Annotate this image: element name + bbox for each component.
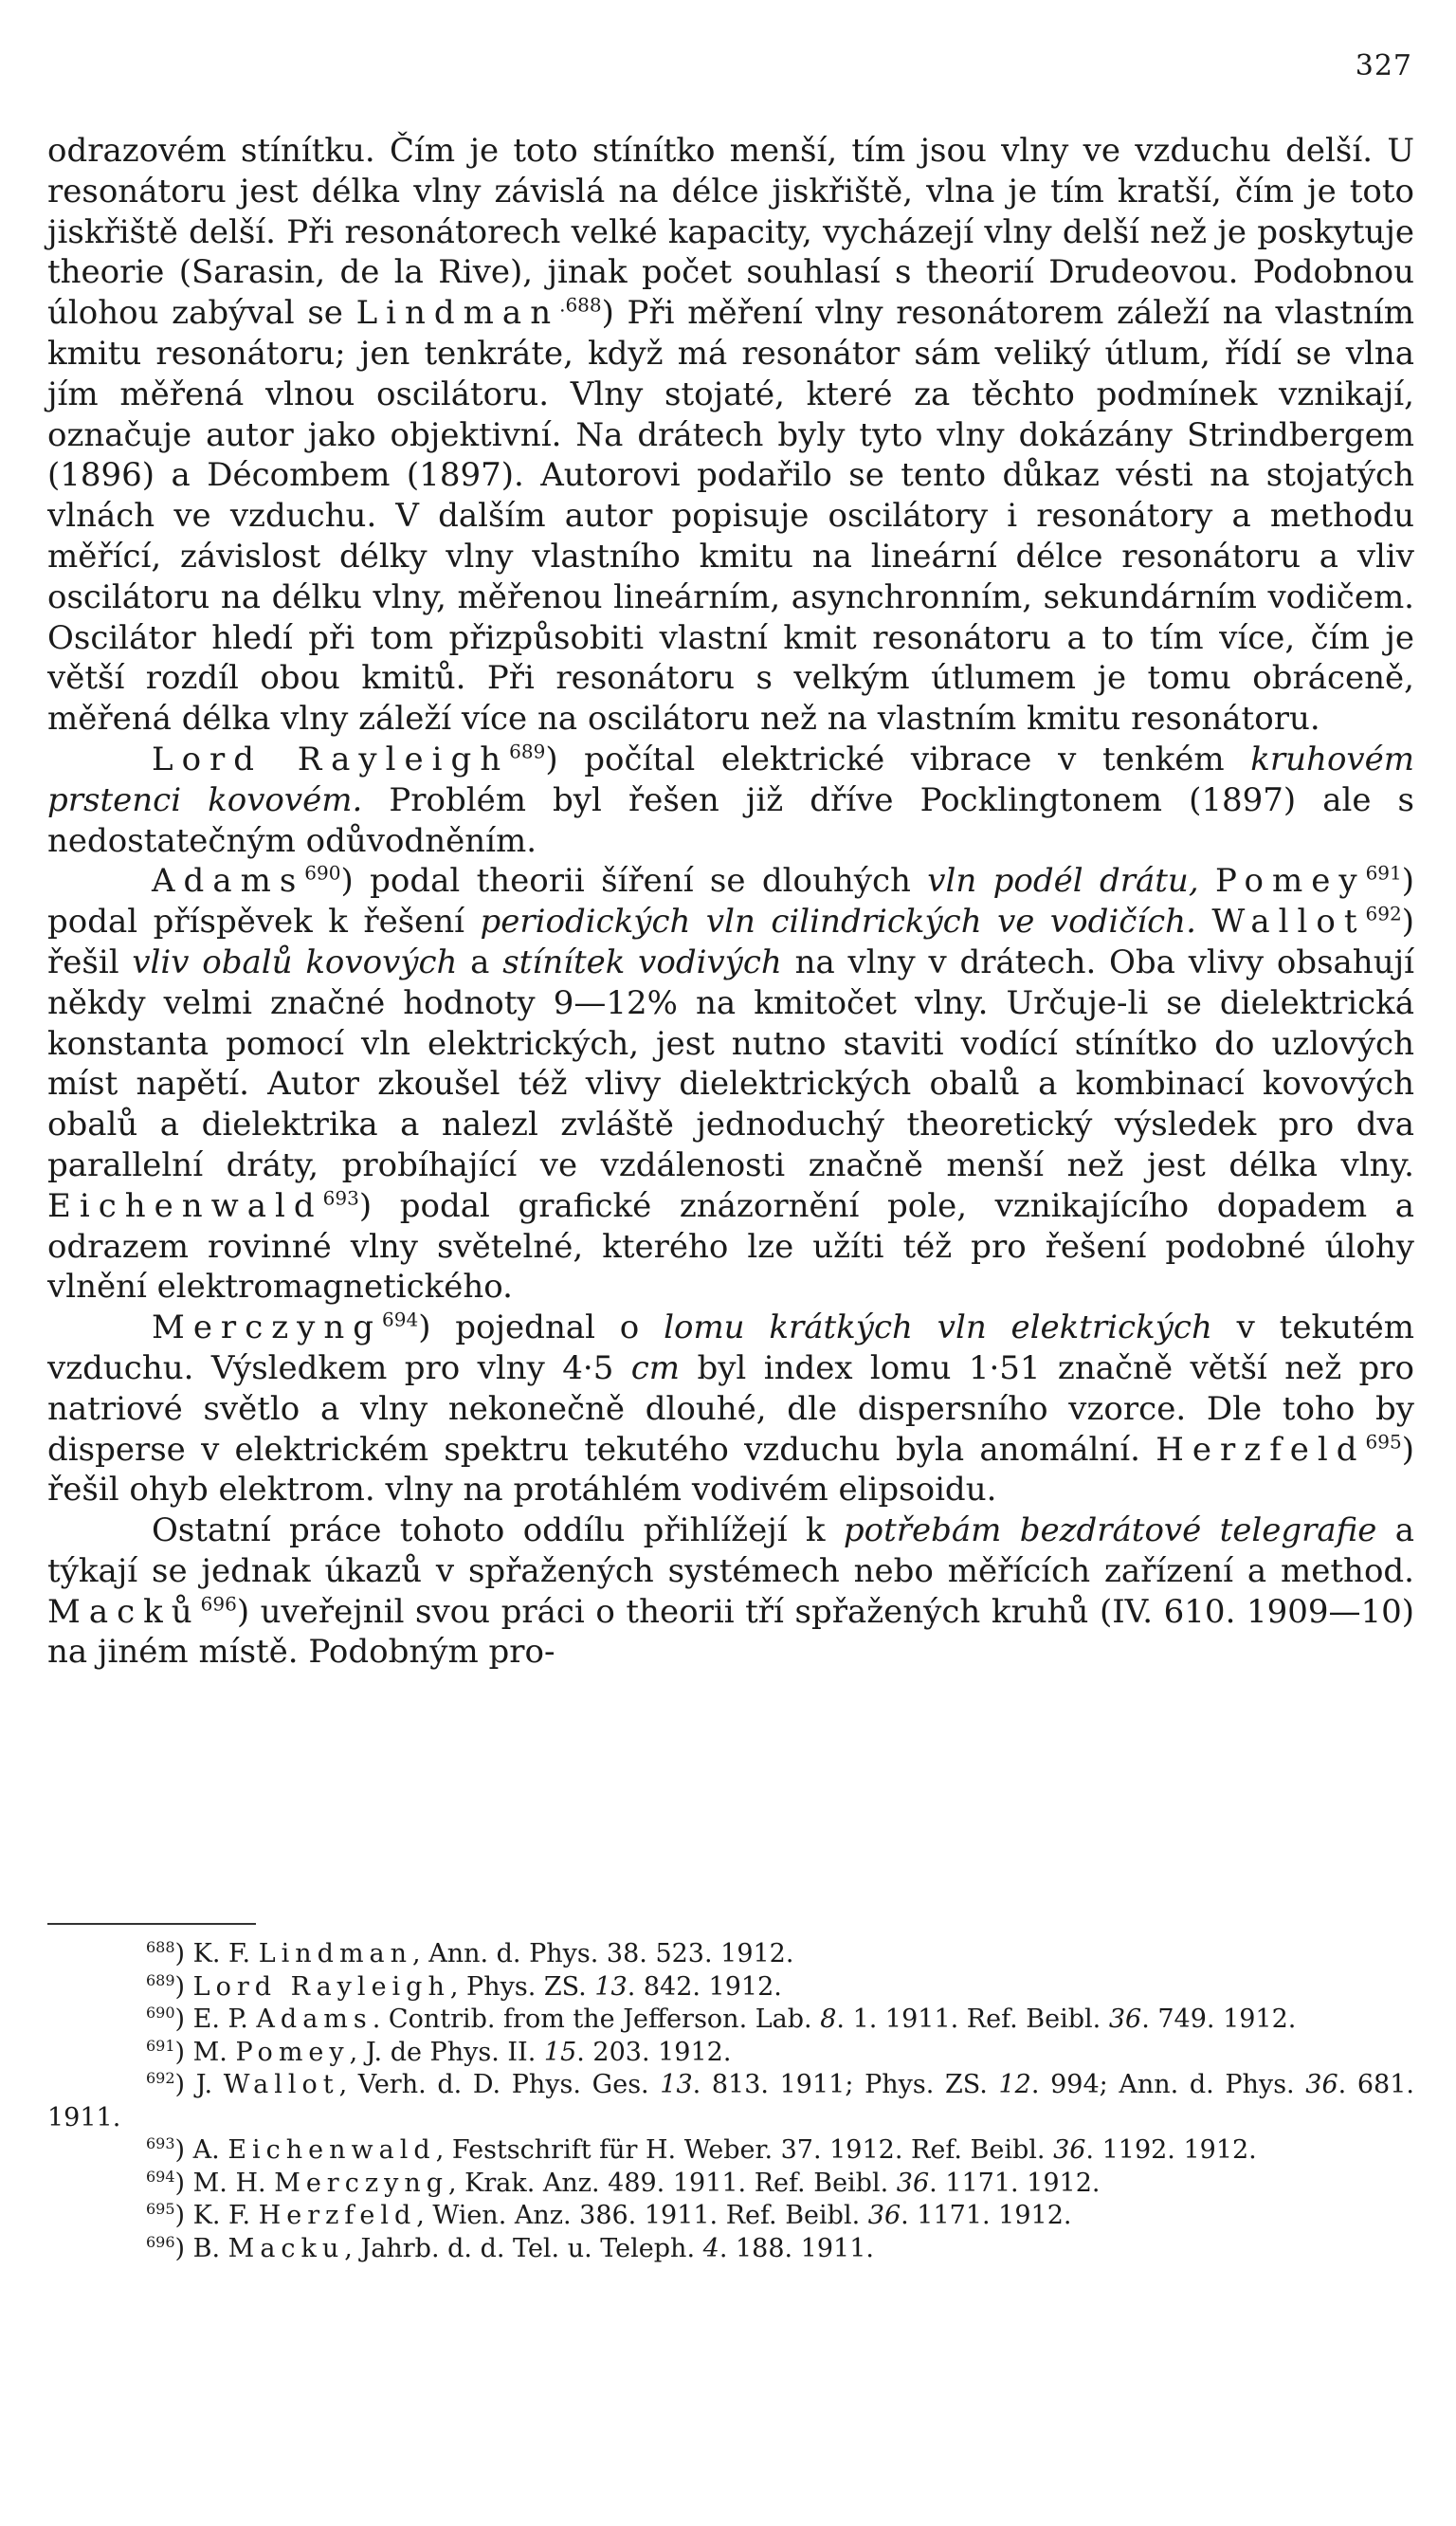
italic-text: vliv obalů kovových: [132, 943, 458, 981]
footnote: [47, 1938, 1414, 1971]
footnote-ref: 689: [146, 1970, 175, 1989]
author-name: Lindman: [355, 294, 560, 333]
author-name: Herzfeld: [1156, 1430, 1366, 1469]
text-run: v tekutém vzduchu. Výsledkem pro vlny 4·5: [47, 1309, 1414, 1387]
paragraph: [47, 131, 1414, 740]
text-run: , J. de Phys. II.: [349, 2037, 544, 2067]
text-run: ) K. F.: [174, 2201, 259, 2230]
author-name: Pomey: [1215, 862, 1366, 901]
text-run: Ostatní práce tohoto oddílu přihlížejí k: [152, 1511, 844, 1550]
page-number: 327: [1355, 49, 1412, 82]
text-run: . 203. 1912.: [576, 2037, 732, 2067]
text-run: na vlny v drátech. Oba vlivy obsahují někdy velmi značné hodnoty 9—12% na kmitočet vlny. Určuje-li se dielektrická konstanta pomocí vln elektrických, jest nutno staviti vodící stínítko do uzlových míst napětí. Autor zkoušel též vlivy dielektrických obalů a kombinací kovových obalů a dielektrika a nalezl zvláště jednoduchý theoretický výsledek pro dva parallelní dráty, probíhající ve vzdálenosti značně menší než jest délka vlny.: [47, 943, 1415, 1184]
text-run: Problém byl řešen již dříve Pocklingtonem (1897) ale s nedostatečným odůvodněním.: [47, 780, 1415, 860]
text-run: ) M.: [174, 2037, 236, 2067]
footnote-ref: 695: [146, 2200, 175, 2218]
author-name: Pomey: [235, 2037, 350, 2067]
paragraph: [47, 1510, 1414, 1673]
footnote: [47, 2168, 1414, 2201]
text-run: a: [457, 943, 503, 981]
text-run: ) podal grafické znázornění pole, vznikajícího dopadem a odrazem rovinné vlny světelné, kterého lze užíti též pro řešení podobné úlohy vlnění elektromagnetického.: [47, 1186, 1414, 1307]
italic-text: 36: [1108, 2004, 1142, 2034]
text-run: , Wien. Anz. 386. 1911. Ref. Beibl.: [416, 2201, 868, 2230]
author-name: Lord Rayleigh: [152, 740, 510, 778]
italic-text: 13: [594, 1971, 628, 2002]
text-run: . 681. 1911.: [47, 2070, 1414, 2132]
text-run: ) J.: [174, 2070, 224, 2099]
italic-text: lomu krátkých vln elektrických: [664, 1309, 1212, 1347]
footnote: [47, 2004, 1414, 2037]
paragraph: [47, 1308, 1414, 1510]
text-run: ) M. H.: [174, 2168, 275, 2198]
author-name: Lord Rayleigh: [192, 1971, 450, 2002]
footnote-ref: 696: [146, 2232, 175, 2251]
author-name: Merczyng: [152, 1309, 383, 1347]
text-run: Při měření vlny resonátorem záleží na vlastním kmitu resonátoru; jen tenkráte, když má resonátor sám veliký útlum, řídí se vlna jím měřená vlnou oscilátoru. Vlny stojaté, které za těchto podmínek vznikají, označuje autor jako objektivní. Na drátech byly tyto vlny dokázány Strindbergem (1896) a Décombem (1897). Autorovi podařilo se tento důkaz vésti na stojatých vlnách ve vzduchu. V dalším autor popisuje oscilátory i resonátory a methodu měřící, závislost délky vlny vlastního kmitu na lineární délce resonátoru a vliv oscilátoru na délku vlny, měřenou lineárním, asynchronním, sekundárním vodičem. Oscilátor hledí při tom přizpůsobiti vlastní kmit resonátoru a to tím více, čím je větší rozdíl obou kmitů. Při resonátoru s velkým útlumem je tomu obráceně, měřená délka vlny záleží více na oscilátoru než na vlastním kmitu resonátoru.: [47, 294, 1414, 739]
italic-text: vln podél drátu,: [927, 862, 1199, 901]
text-run: ) řešil: [47, 903, 1414, 981]
footnote: [47, 2134, 1414, 2168]
footnote-ref: 694: [382, 1308, 419, 1331]
italic-text: kruhovém prstenci kovovém.: [47, 740, 1414, 819]
text-run: . 1. 1911. Ref. Beibl.: [836, 2004, 1109, 2034]
main-text: [47, 131, 1414, 1673]
author-name: Adams: [256, 2004, 373, 2034]
italic-text: 13: [660, 2070, 693, 2099]
author-name: Eichenwald: [228, 2135, 436, 2165]
footnote-ref: .688: [559, 293, 602, 317]
text-run: [1199, 862, 1215, 900]
footnote-ref: 695: [1365, 1430, 1402, 1454]
text-run: byl index lomu 1·51 značně větší než pro natriové světlo a vlny nekonečně dlouhé, dle dispersního vzorce. Dle toho by disperse v elektrickém spektru tekutého vzduchu byla anomální.: [47, 1348, 1414, 1469]
author-name: Wallot: [223, 2070, 339, 2099]
footnote-ref: 693: [146, 2134, 175, 2152]
author-name: Merczyng: [274, 2168, 448, 2198]
text-run: ) K. F.: [174, 1939, 259, 1968]
italic-text: 4: [702, 2233, 719, 2263]
italic-text: cm: [630, 1348, 681, 1387]
text-run: ): [601, 294, 614, 333]
text-run: . 188. 1911.: [719, 2233, 874, 2263]
text-run: , Jahrb. d. d. Tel. u. Teleph.: [344, 2233, 703, 2263]
author-name: Lindman: [258, 1939, 413, 1968]
footnote: [47, 2037, 1414, 2070]
author-name: Herzfeld: [258, 2201, 417, 2230]
text-run: ) podal příspěvek k řešení: [47, 862, 1415, 942]
italic-text: 12: [998, 2070, 1031, 2099]
footnote-ref: 690: [304, 862, 341, 886]
author-name: Eichenwald: [47, 1186, 323, 1225]
text-run: ) pojednal o: [418, 1309, 664, 1347]
text-run: , Festschrift für H. Weber. 37. 1912. Ref. Beibl.: [435, 2135, 1054, 2165]
text-run: . 994; Ann. d. Phys.: [1030, 2070, 1306, 2099]
italic-text: potřebám bezdrátové telegrafie: [843, 1511, 1377, 1550]
text-run: , Verh. d. D. Phys. Ges.: [338, 2070, 661, 2099]
text-run: , Phys. ZS.: [449, 1971, 595, 2002]
footnote-ref: 693: [322, 1186, 359, 1210]
footnote-ref: 696: [200, 1592, 237, 1616]
footnote-ref: 691: [146, 2036, 175, 2055]
author-name: Wallot: [1211, 903, 1366, 942]
author-name: Macku: [228, 2233, 345, 2263]
text-run: . 813. 1911; Phys. ZS.: [692, 2070, 999, 2099]
text-run: [1196, 903, 1211, 941]
footnotes: [47, 1938, 1414, 2265]
text-run: , Ann. d. Phys. 38. 523. 1912.: [412, 1939, 794, 1968]
text-run: odrazovém stínítku. Čím je toto stínítko menší, tím jsou vlny ve vzduchu delší. U resonátoru jest délka vlny závislá na délce jiskřiště, vlna je tím kratší, čím je toto jiskřiště delší. Při resonátorech velké kapacity, vycházejí vlny delší než je poskytuje theorie (Sarasin, de la Rive), jinak počet souhlasí s theorií Drudeovou. Podobnou úlohou zabýval se: [47, 132, 1414, 333]
footnote: [47, 2069, 1414, 2134]
italic-text: 36: [867, 2201, 901, 2230]
footnote-ref: 692: [146, 2069, 175, 2087]
italic-text: 36: [1053, 2135, 1086, 2165]
text-run: ) E. P.: [174, 2004, 257, 2034]
text-run: . 1192. 1912.: [1085, 2135, 1257, 2165]
footnote-ref: 689: [509, 740, 546, 763]
footnote-ref: 688: [146, 1938, 175, 1956]
footnote-ref: 691: [1365, 862, 1402, 886]
footnote-ref: 692: [1365, 902, 1402, 925]
footnote-ref: 690: [146, 2004, 175, 2022]
text-run: a týkají se jednak úkazů v spřažených systémech nebo měřících zařízení a method.: [47, 1511, 1415, 1590]
text-run: . 842. 1912.: [627, 1971, 782, 2002]
text-run: ) A.: [174, 2135, 228, 2165]
text-run: ): [174, 1971, 193, 2002]
italic-text: periodických vln cilindrických ve vodičích.: [480, 903, 1196, 942]
footnote-separator: [47, 1923, 256, 1925]
footnote-ref: 694: [146, 2167, 175, 2186]
text-run: . 1171. 1912.: [901, 2201, 1072, 2230]
footnote: [47, 2233, 1414, 2266]
author-name: Macků: [47, 1592, 201, 1631]
italic-text: 36: [896, 2168, 930, 2198]
author-name: Adams: [152, 862, 305, 901]
text-run: ) uveřejnil svou práci o theorii tří spřažených kruhů (IV. 610. 1909—10) na jiném místě. Podobným pro-: [47, 1592, 1414, 1672]
text-run: ) řešil ohyb elektrom. vlny na protáhlém vodivém elipsoidu.: [47, 1430, 1414, 1510]
text-run: ) podal theorii šíření se dlouhých: [340, 862, 928, 901]
text-run: ) B.: [174, 2233, 228, 2263]
text-run: . 1171. 1912.: [929, 2168, 1101, 2198]
paragraph: [47, 861, 1414, 1308]
italic-text: 15: [543, 2037, 577, 2067]
italic-text: 36: [1305, 2070, 1338, 2099]
text-run: . Contrib. from the Jefferson. Lab.: [372, 2004, 821, 2034]
italic-text: 8: [820, 2004, 837, 2034]
footnote: [47, 2200, 1414, 2233]
italic-text: stínítek vodivých: [502, 943, 782, 981]
paragraph: [47, 740, 1414, 861]
text-run: ) počítal elektrické vibrace v tenkém: [545, 740, 1251, 778]
footnote: [47, 1971, 1414, 2004]
text-run: , Krak. Anz. 489. 1911. Ref. Beibl.: [448, 2168, 897, 2198]
text-run: . 749. 1912.: [1141, 2004, 1297, 2034]
